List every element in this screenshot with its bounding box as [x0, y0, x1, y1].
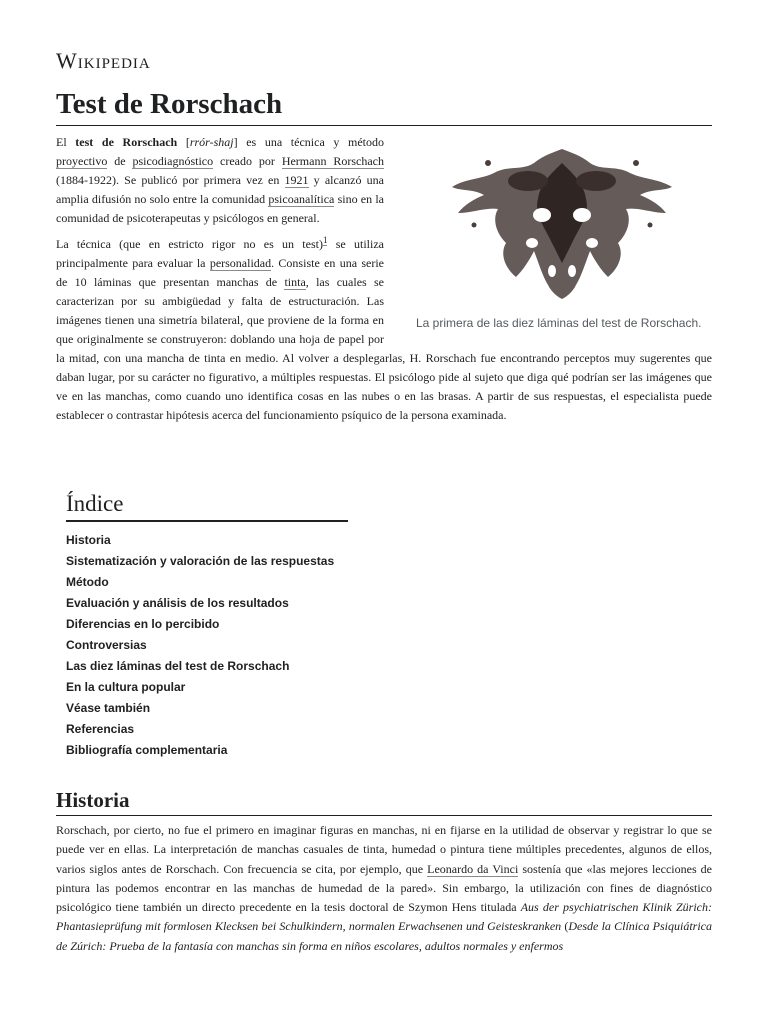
historia-section [56, 821, 712, 956]
wikipedia-logo[interactable]: Wikipedia [56, 48, 151, 73]
article-figure [412, 143, 712, 332]
link-proyectivo[interactable]: proyectivo [56, 154, 108, 168]
toc-item-laminas[interactable]: Las diez láminas del test de Rorschach [66, 659, 290, 673]
toc-item-diferencias[interactable]: Diferencias en lo percibido [66, 617, 220, 631]
toc-item-metodo[interactable]: Método [66, 575, 109, 589]
link-tinta[interactable]: tinta [284, 275, 306, 289]
link-psicodiagnostico[interactable]: psicodiagnóstico [132, 154, 214, 168]
inkblot-image[interactable] [434, 143, 690, 303]
link-leonardo-da-vinci[interactable]: Leonardo da Vinci [427, 861, 519, 876]
toc-list [66, 530, 348, 761]
intro-paragraph-1: El test de Rorschach [rrór-shaj] es una técnica y método proyectivo de psicodiagnóstico creado por Hermann Rorschach (1884-1922). Se publicó por primera vez en 1921 y alcanzó una amplia difusión no solo entre la comunidad psicoanalítica sino en la comunidad de psicoterapeutas y psicólogos en general. [56, 135, 385, 225]
link-hermann-rorschach[interactable]: Hermann Rorschach [281, 154, 385, 168]
toc-item-cultura-popular[interactable]: En la cultura popular [66, 680, 186, 694]
toc-item-historia[interactable]: Historia [66, 533, 111, 547]
figure-caption: La primera de las diez láminas del test de Rorschach. [416, 316, 702, 330]
page-title: Test de Rorschach [56, 86, 712, 126]
table-of-contents [66, 490, 348, 761]
link-psicoanalitica[interactable]: psicoanalítica [268, 192, 335, 206]
toc-item-vease-tambien[interactable]: Véase también [66, 701, 151, 715]
toc-item-controversias[interactable]: Controversias [66, 638, 147, 652]
link-1921[interactable]: 1921 [284, 173, 309, 187]
section-title-historia: Historia [56, 786, 712, 816]
pronunciation: rrór-shaj [189, 135, 234, 149]
italic-title-es: Desde la Clínica Psiquiátrica de Zúrich: Prueba de la fantasía con manchas sin forma en niños escolares, adultos normales y enfermos [56, 919, 712, 953]
reference-1[interactable]: 1 [322, 235, 328, 245]
toc-item-referencias[interactable]: Referencias [66, 722, 135, 736]
toc-item-bibliografia[interactable]: Bibliografía complementaria [66, 743, 228, 757]
italic-title-de: Aus der psychiatrischen Klinik Zürich: Phantasieprüfung mit formlosen Klecksen bei Schulkindern, normalen Erwachsenen und Geisteskranken [56, 900, 712, 934]
toc-item-sistematizacion[interactable]: Sistematización y valoración de las respuestas [66, 554, 335, 568]
intro-paragraph-2: La técnica (que en estricto rigor no es un test)$^1$ se utiliza principalmente para evaluar la personalidad. Consiste en una serie de 10 láminas que presentan manchas de tinta, las cuales se caracterizan por su ambigüedad y falta de estructuración. Las imágenes tienen una simetría bilateral, que proviene de la forma en que originalmente se construyeron: doblando una hoja de papel por la mitad, con una mancha de tinta en medio. Al volver a desplegarlas, H. Rorschach fue encontrando perceptos muy sugerentes que daban lugar, por su carácter no figurativo, a múltiples respuestas. El psicólogo pide al sujeto que diga qué podrían ser las imágenes que ve en las manchas, como cuando uno identifica cosas en las nubes o en las brasas. A partir de sus respuestas, el especialista puede establecer o contrastar hipótesis acerca del funcionamiento psíquico de la persona examinada. [56, 235, 712, 422]
bold-term: test de Rorschach [75, 135, 178, 149]
article-intro [56, 133, 712, 432]
historia-paragraph: Rorschach, por cierto, no fue el primero en imaginar figuras en manchas, ni en fijarse en la utilidad de observar y registrar lo que se puede ver en ellas. La interpretación de manchas casuales de tinta, humedad o pintura tiene múltiples precedentes, algunos de ellos, varios siglos antes de Rorschach. Con frecuencia se cita, por ejemplo, que Leonardo da Vinci sostenía que «las mejores lecciones de pintura las podemos encontrar en las manchas de humedad de la pared». Sin embargo, la utilización con fines de diagnóstico psicológico tiene también un directo precedente en la tesis doctoral de Szymon Hens titulada Aus der psychiatrischen Klinik Zürich: Phantasieprüfung mit formlosen Klecksen bei Schulkindern, normalen Erwachsenen und Geisteskranken (Desde la Clínica Psiquiátrica de Zúrich: Prueba de la fantasía con manchas sin forma en niños escolares, adultos normales y enfermos [56, 823, 713, 953]
toc-title: Índice [66, 490, 348, 522]
toc-item-evaluacion[interactable]: Evaluación y análisis de los resultados [66, 596, 289, 610]
link-personalidad[interactable]: personalidad [209, 256, 272, 270]
